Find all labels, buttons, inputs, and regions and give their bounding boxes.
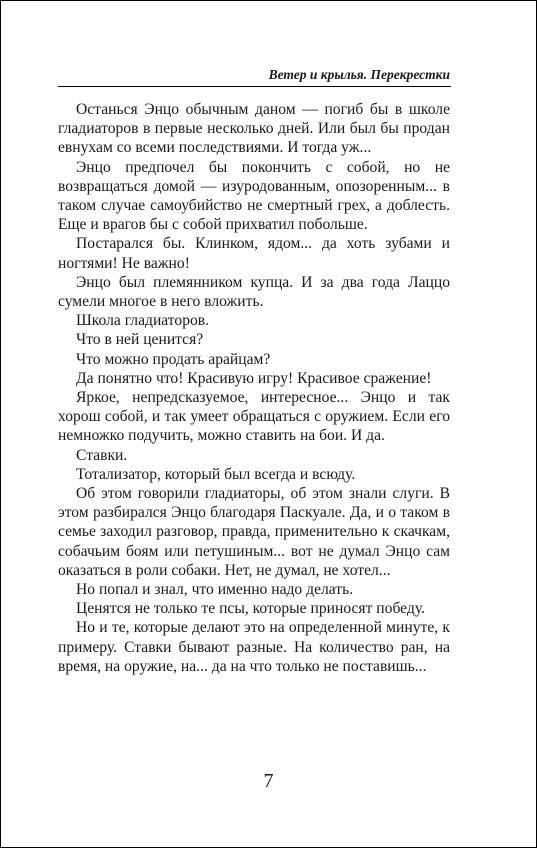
paragraph: Что в ней ценится? (76, 331, 204, 349)
paragraph: Яркое, непредсказуемое, интересное... Энцо и так хорош собой, и так умеет обращаться с оружием. Если его немножко подучить, можно ставить на бои. И да. (58, 389, 450, 445)
paragraph: Останься Энцо обычным даном — погиб бы в школе гладиаторов в первые несколько дней. Или был бы продан евнухам со всеми последствиями. И тогда уж... (58, 101, 450, 157)
paragraph: Энцо предпочел бы покончить с собой, но не возвращаться домой — изуродованным, опозоренным... в таком случае самоубийство не смертный грех, а доблесть. Еще и врагов бы с собой прихватил побольше. (58, 158, 450, 234)
paragraph: Тотализатор, который был всегда и всюду. (76, 465, 356, 483)
paragraph: Но и те, которые делают это на определенной минуте, к примеру. Ставки бывают разные. На количество ран, на время, на оружие, на... да на что только не поставишь... (58, 619, 450, 675)
body-text (58, 100, 450, 676)
paragraph: Энцо был племянником купца. И за два года Лаццо сумели многое в него вложить. (58, 273, 450, 311)
paragraph: Ставки. (76, 446, 128, 464)
paragraph: Школа гладиаторов. (76, 312, 210, 330)
paragraph: Но попал и знал, что именно надо делать. (76, 581, 354, 599)
page-number: 7 (263, 770, 274, 792)
paragraph: Постарался бы. Клинком, ядом... да хоть зубами и ногтями! Не важно! (58, 235, 450, 272)
running-header: Ветер и крылья. Перекрестки (268, 67, 450, 82)
paragraph: Ценятся не только те псы, которые приносят победу. (76, 600, 425, 618)
header-rule (58, 86, 451, 87)
paragraph: Что можно продать арайцам? (76, 350, 271, 368)
paragraph: Об этом говорили гладиаторы, об этом знали слуги. В этом разбирался Энцо благодаря Паскуале. Да, и о таком в семье заходил разговор, правда, применительно к скачкам, собачьим боям или петушиным... вот не думал Энцо сам оказаться в роли собаки. Нет, не думал, не хотел... (58, 485, 450, 579)
paragraph: Да понятно что! Красивую игру! Красивое сражение! (76, 369, 432, 387)
